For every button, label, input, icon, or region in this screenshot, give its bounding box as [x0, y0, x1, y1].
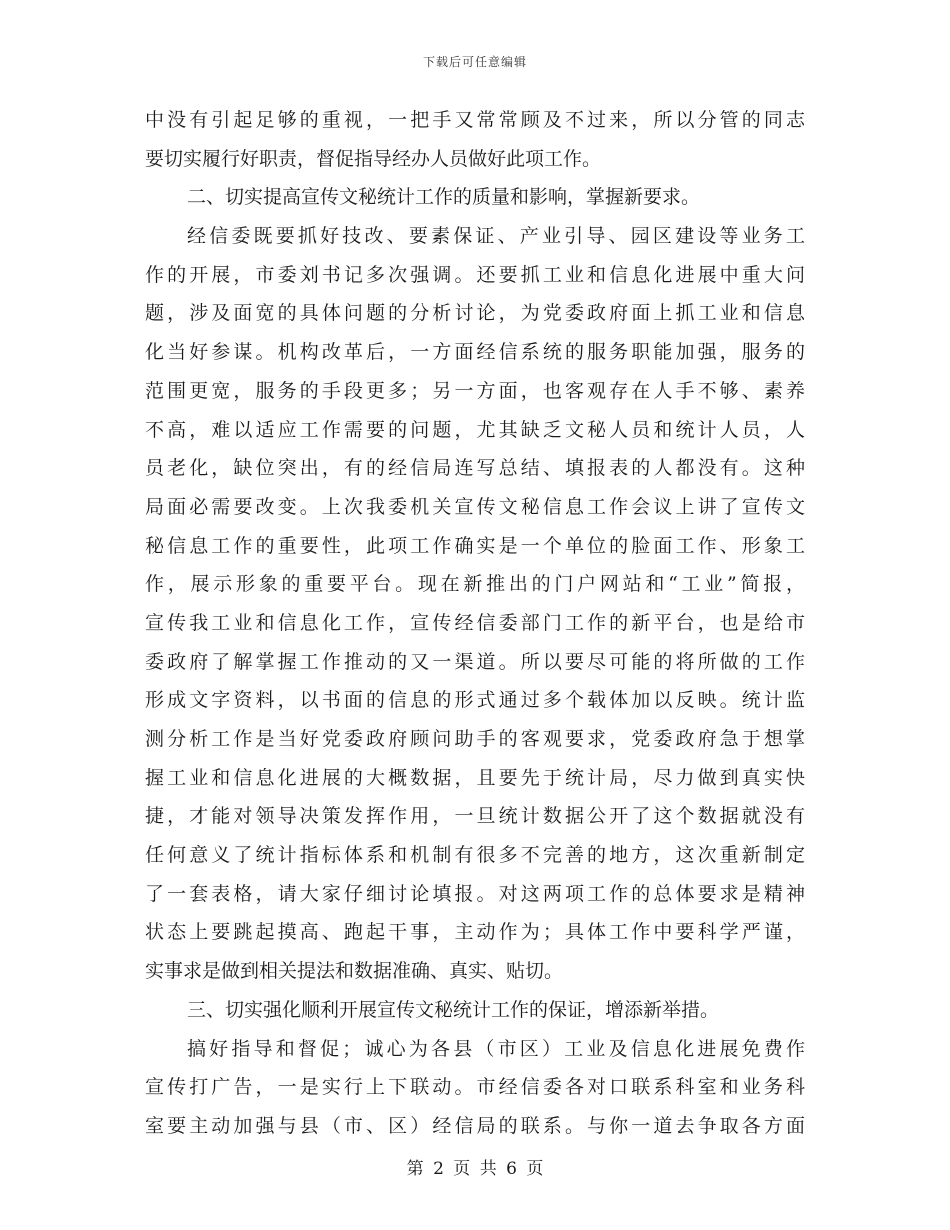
page-header: 下载后可任意编辑 — [422, 55, 527, 69]
text-line: 不高，难以适应工作需要的问题，尤其缺乏文秘人员和统计人员，人 — [145, 418, 805, 441]
section-heading: 二、切实提高宣传文秘统计工作的质量和影响，掌握新要求。 — [187, 186, 701, 209]
text-line: 宣传我工业和信息化工作，宣传经信委部门工作的新平台，也是给市 — [145, 611, 805, 634]
section-heading: 三、切实强化顺利开展宣传文秘统计工作的保证，增添新举措。 — [187, 998, 720, 1021]
text-line: 捷，才能对领导决策发挥作用，一旦统计数据公开了这个数据就没有 — [145, 805, 805, 828]
text-line: 测分析工作是当好党委政府顾问助手的客观要求，党委政府急于想掌 — [145, 728, 805, 750]
text-line: 形成文字资料，以书面的信息的形式通过多个载体加以反映。统计监 — [145, 689, 805, 712]
text-line: 了一套表格，请大家仔细讨论填报。对这两项工作的总体要求是精神 — [145, 882, 805, 905]
text-line: 室要主动加强与县（市、区）经信局的联系。与你一道去争取各方面 — [145, 1114, 805, 1137]
text-line: 握工业和信息化进展的大概数据，且要先于统计局，尽力做到真实快 — [145, 766, 805, 789]
text-line: 状态上要跳起摸高、跑起干事，主动作为；具体工作中要科学严谨， — [145, 921, 805, 944]
text-line: 实事求是做到相关提法和数据准确、真实、贴切。 — [145, 960, 564, 983]
text-line: 作，展示形象的重要平台。现在新推出的门户网站和“工业”简报， — [145, 573, 805, 596]
page-number: 第 2 页 共 6 页 — [406, 1159, 544, 1179]
text-line: 员老化，缺位突出，有的经信局连写总结、填报表的人都没有。这种 — [145, 457, 805, 480]
text-line: 宣传打广告，一是实行上下联动。市经信委各对口联系科室和业务科 — [145, 1076, 805, 1099]
text-line: 化当好参谋。机构改革后，一方面经信系统的服务职能加强，服务的 — [145, 341, 805, 364]
text-line: 委政府了解掌握工作推动的又一渠道。所以要尽可能的将所做的工作 — [145, 650, 805, 673]
text-line: 题，涉及面宽的具体问题的分析讨论，为党委政府面上抓工业和信息 — [145, 302, 805, 325]
text-line: 任何意义了统计指标体系和机制有很多不完善的地方，这次重新制定 — [145, 844, 805, 867]
text-line: 秘信息工作的重要性，此项工作确实是一个单位的脸面工作、形象工 — [145, 534, 805, 557]
text-line: 作的开展，市委刘书记多次强调。还要抓工业和信息化进展中重大问 — [145, 263, 805, 286]
text-line: 经信委既要抓好技改、要素保证、产业引导、园区建设等业务工 — [187, 225, 805, 248]
text-line: 搞好指导和督促；诚心为各县（市区）工业及信息化进展免费作 — [187, 1037, 805, 1060]
text-line: 中没有引起足够的重视，一把手又常常顾及不过来，所以分管的同志 — [145, 109, 805, 131]
document-body — [145, 101, 805, 1146]
text-line: 要切实履行好职责，督促指导经办人员做好此项工作。 — [145, 147, 602, 170]
text-line: 局面必需要改变。上次我委机关宣传文秘信息工作会议上讲了宣传文 — [145, 495, 805, 518]
text-line: 范围更宽，服务的手段更多；另一方面，也客观存在人手不够、素养 — [145, 379, 805, 402]
